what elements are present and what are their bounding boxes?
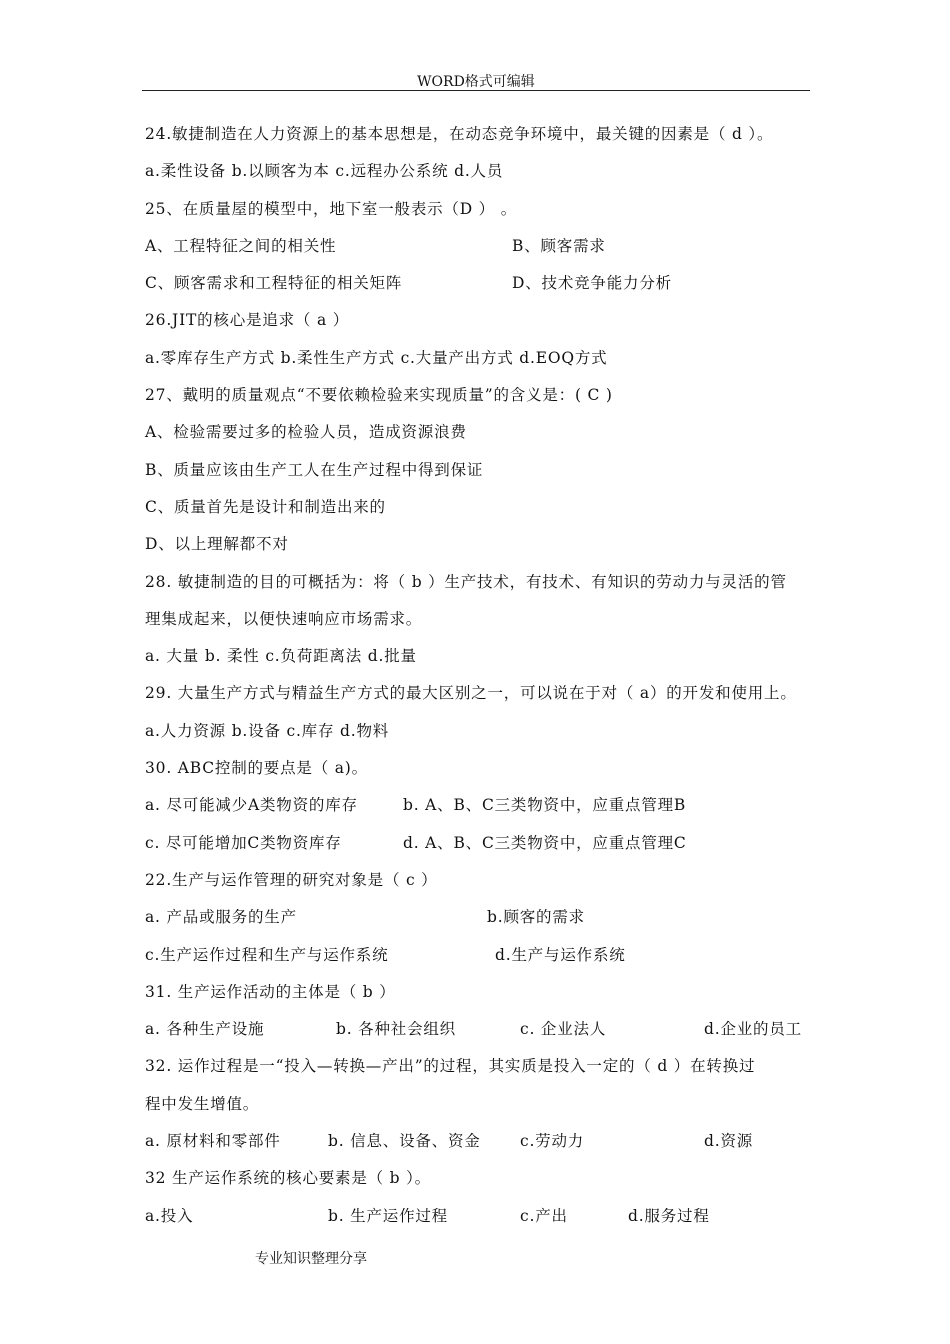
question-text: 31. 生产运作活动的主体是（ b ） (145, 982, 396, 1001)
question-text: 32. 运作过程是一“投入—转换—产出”的过程，其实质是投入一定的（ d ）在转换过 (145, 1057, 756, 1076)
page-footer: 专业知识整理分享 (255, 1251, 367, 1267)
question-line (145, 307, 810, 344)
option-text: A、工程特征之间的相关性 (145, 236, 337, 255)
option-line (145, 792, 810, 829)
option-text: B、顾客需求 (512, 236, 606, 255)
option-line (145, 158, 810, 195)
option-line (145, 1016, 810, 1053)
question-text: 28. 敏捷制造的目的可概括为：将（ b ）生产技术，有技术、有知识的劳动力与灵活的管 (145, 572, 787, 591)
option-text: a.零库存生产方式 b.柔性生产方式 c.大量产出方式 d.EOQ方式 (145, 348, 608, 367)
option-text: d.生产与运作系统 (495, 945, 626, 964)
option-line (145, 643, 810, 680)
option-text: c. 尽可能增加C类物资库存 (145, 833, 342, 852)
option-line (145, 494, 810, 531)
option-line (145, 904, 810, 941)
question-text: 30. ABC控制的要点是（ a)。 (145, 759, 368, 778)
option-line (145, 1128, 810, 1165)
option-text: d.企业的员工 (704, 1020, 802, 1039)
question-line (145, 1091, 810, 1128)
question-text: 32 生产运作系统的核心要素是（ b ）。 (145, 1169, 431, 1188)
option-text: a.人力资源 b.设备 c.库存 d.物料 (145, 721, 390, 740)
option-text: b. 生产运作过程 (328, 1206, 448, 1225)
option-text: a. 原材料和零部件 (145, 1132, 281, 1151)
option-line (145, 270, 810, 307)
question-text: 理集成起来，以便快速响应市场需求。 (145, 609, 423, 628)
option-line (145, 531, 810, 568)
option-line (145, 942, 810, 979)
option-line (145, 718, 810, 755)
option-text: B、质量应该由生产工人在生产过程中得到保证 (145, 460, 484, 479)
question-line (145, 979, 810, 1016)
question-line (145, 606, 810, 643)
option-line (145, 1203, 810, 1240)
page-header (142, 70, 810, 91)
option-text: c.产出 (520, 1206, 568, 1225)
question-text: 25、在质量屋的模型中，地下室一般表示（D ） 。 (145, 199, 518, 218)
option-text: c.劳动力 (520, 1132, 585, 1151)
option-text: D、技术竞争能力分析 (512, 274, 672, 293)
header-title: WORD格式可编辑 (417, 74, 535, 90)
option-text: C、顾客需求和工程特征的相关矩阵 (145, 274, 403, 293)
option-line (145, 830, 810, 867)
question-text: 26.JIT的核心是追求（ a ） (145, 311, 350, 330)
question-line (145, 121, 810, 158)
option-text: b. 信息、设备、资金 (328, 1132, 481, 1151)
option-line (145, 345, 810, 382)
option-text: a. 尽可能减少A类物资的库存 (145, 796, 358, 815)
option-text: a. 产品或服务的生产 (145, 908, 297, 927)
question-text: 22.生产与运作管理的研究对象是（ c ） (145, 870, 438, 889)
option-text: a.柔性设备 b.以顾客为本 c.远程办公系统 d.人员 (145, 162, 504, 181)
option-line (145, 419, 810, 456)
question-text: 程中发生增值。 (145, 1094, 260, 1113)
option-text: D、以上理解都不对 (145, 535, 289, 554)
option-text: d. A、B、C三类物资中，应重点管理C (403, 833, 687, 852)
option-text: a. 各种生产设施 (145, 1020, 265, 1039)
option-line (145, 457, 810, 494)
question-line (145, 755, 810, 792)
question-text: 24.敏捷制造在人力资源上的基本思想是，在动态竞争环境中，最关键的因素是（ d ）。 (145, 125, 774, 143)
question-text: 29. 大量生产方式与精益生产方式的最大区别之一，可以说在于对（ a）的开发和使用上。 (145, 684, 797, 703)
option-text: d.服务过程 (628, 1206, 710, 1225)
question-line (145, 382, 810, 419)
document-body (145, 121, 810, 1240)
question-text: 27、戴明的质量观点“不要依赖检验来实现质量”的含义是：( C ) (145, 386, 613, 405)
question-line (145, 569, 810, 606)
option-line (145, 233, 810, 270)
question-line (145, 196, 810, 233)
option-text: c.生产运作过程和生产与运作系统 (145, 945, 389, 964)
option-text: a.投入 (145, 1206, 194, 1225)
option-text: b. 各种社会组织 (336, 1020, 456, 1039)
option-text: b. A、B、C三类物资中，应重点管理B (403, 796, 687, 815)
option-text: C、质量首先是设计和制造出来的 (145, 497, 386, 516)
question-line (145, 680, 810, 717)
option-text: d.资源 (704, 1132, 754, 1151)
option-text: c. 企业法人 (520, 1020, 607, 1039)
question-line (145, 1053, 810, 1090)
question-line (145, 1165, 810, 1202)
question-line (145, 867, 810, 904)
option-text: A、检验需要过多的检验人员，造成资源浪费 (145, 423, 467, 442)
option-text: b.顾客的需求 (487, 908, 585, 927)
option-text: a. 大量 b. 柔性 c.负荷距离法 d.批量 (145, 647, 417, 666)
